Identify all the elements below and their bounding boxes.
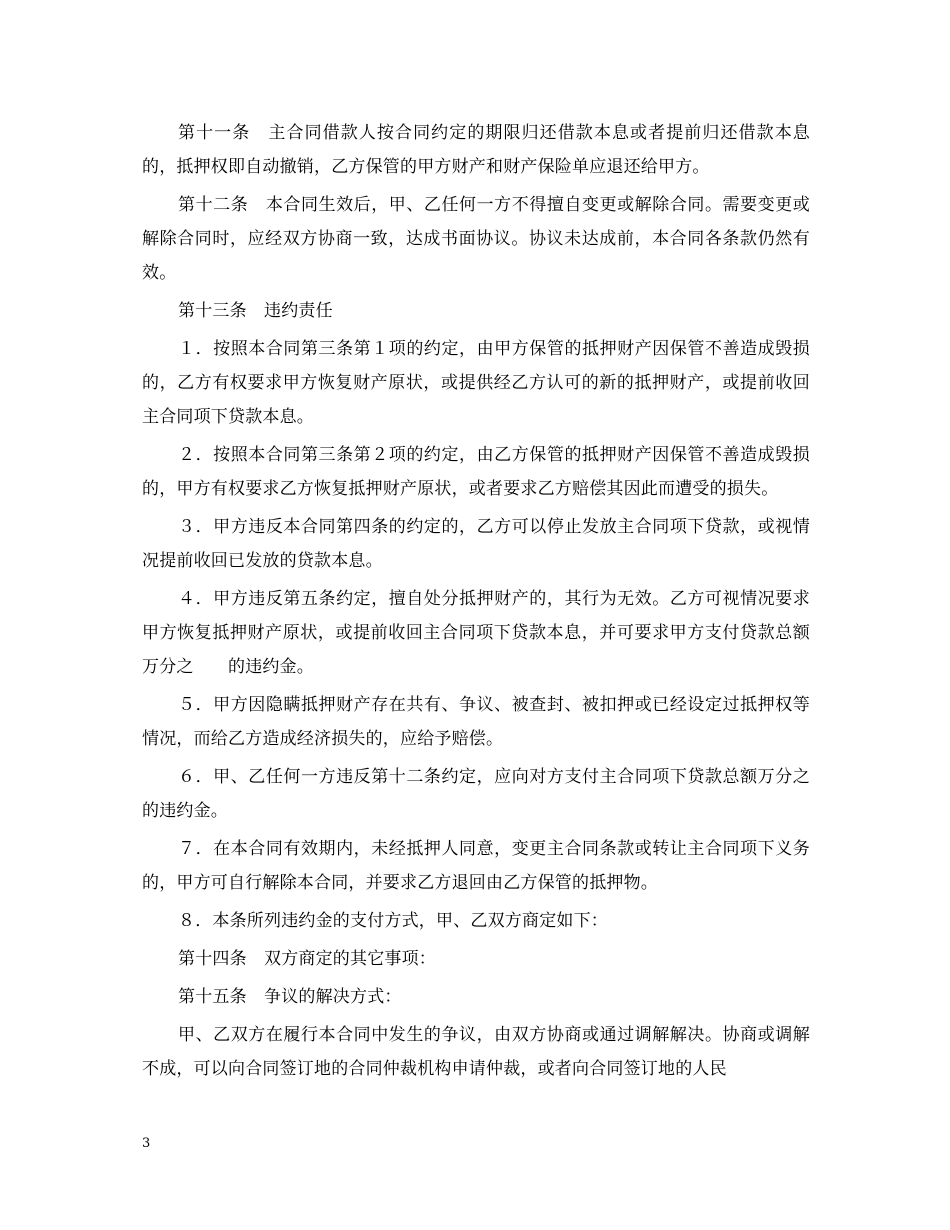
clause-15-heading: 第十五条 争议的解决方式： <box>178 987 402 1007</box>
clause-11: 第十一条 主合同借款人按合同约定的期限归还借款本息或者提前归还借款本息的，抵押权即自动撤销，乙方保管的甲方财产和财产保险单应退还给甲方。 <box>142 123 810 177</box>
clause-13-item-2: ２．按照本合同第三条第２项的约定，由乙方保管的抵押财产因保管不善造成毁损的，甲方有权要求乙方恢复抵押财产原状，或者要求乙方赔偿其因此而遭受的损失。 <box>142 445 810 499</box>
clause-14: 第十四条 双方商定的其它事项： <box>178 949 436 969</box>
clause-13-item-5: ５．甲方因隐瞒抵押财产存在共有、争议、被查封、被扣押或已经设定过抵押权等情况，而给乙方造成经济损失的，应给予赔偿。 <box>142 695 810 749</box>
clause-13-item-8: ８．本条所列违约金的支付方式，甲、乙双方商定如下： <box>178 911 608 931</box>
clause-13-item-3: ３．甲方违反本合同第四条的约定的，乙方可以停止发放主合同项下贷款，或视情况提前收回已发放的贷款本息。 <box>142 517 810 571</box>
clause-12: 第十二条 本合同生效后，甲、乙任何一方不得擅自变更或解除合同。需要变更或解除合同时，应经双方协商一致，达成书面协议。协议未达成前，本合同各条款仍然有效。 <box>142 195 810 283</box>
page-number: 3 <box>142 1136 151 1151</box>
clause-13-item-7: ７．在本合同有效期内，未经抵押人同意，变更主合同条款或转让主合同项下义务的，甲方可自行解除本合同，并要求乙方退回由乙方保管的抵押物。 <box>142 839 810 893</box>
document-body <box>142 116 845 1090</box>
clause-15-body: 甲、乙双方在履行本合同中发生的争议，由双方协商或通过调解解决。协商或调解不成，可以向合同签订地的合同仲裁机构申请仲裁，或者向合同签订地的人民 <box>142 1025 810 1079</box>
clause-13-item-4: ４．甲方违反第五条约定，擅自处分抵押财产的，其行为无效。乙方可视情况要求甲方恢复抵押财产原状，或提前收回主合同项下贷款本息，并可要求甲方支付贷款总额万分之 的违约金。 <box>142 589 810 677</box>
clause-13-item-1: １．按照本合同第三条第１项的约定，由甲方保管的抵押财产因保管不善造成毁损的，乙方有权要求甲方恢复财产原状，或提供经乙方认可的新的抵押财产，或提前收回主合同项下贷款本息。 <box>142 339 810 427</box>
clause-13-item-6: ６．甲、乙任何一方违反第十二条约定，应向对方支付主合同项下贷款总额万分之 的违约金。 <box>142 767 845 821</box>
clause-13-heading: 第十三条 违约责任 <box>178 301 333 321</box>
